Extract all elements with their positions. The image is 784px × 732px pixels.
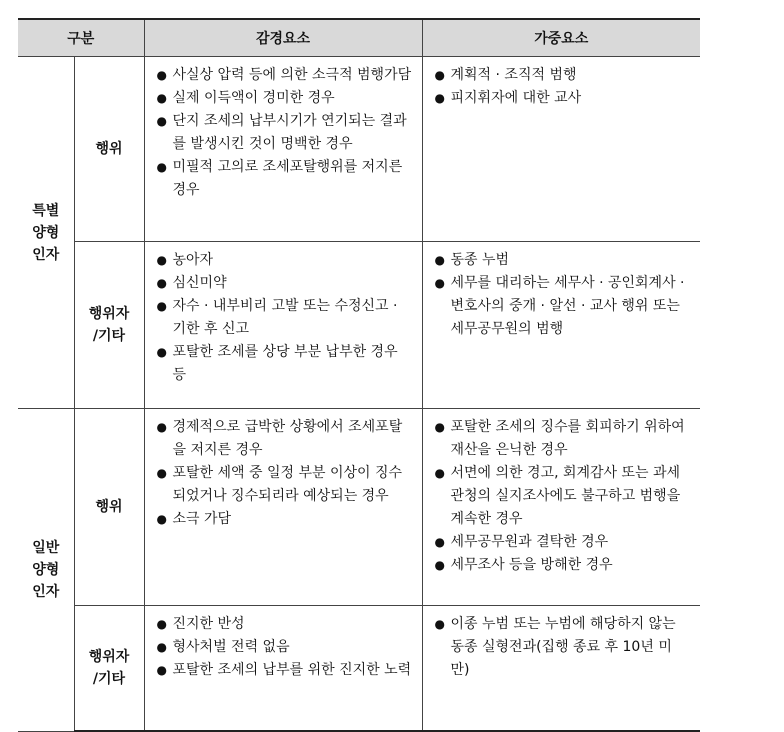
- label-line: /기타: [92, 671, 126, 687]
- bullet-icon: ●: [156, 466, 167, 480]
- list-item-text: 자수 · 내부비리 고발 또는 수정신고 · 기한 후 신고: [172, 298, 398, 337]
- list-item-text: 단지 조세의 납부시기가 연기되는 결과를 발생시킨 것이 명백한 경우: [172, 113, 407, 152]
- list-item-text: 세무공무원과 결탁한 경우: [450, 534, 609, 550]
- list-item: [157, 272, 412, 295]
- table-row: [18, 409, 700, 606]
- list-item-text: 사실상 압력 등에 의한 소극적 범행가담: [172, 67, 412, 83]
- mitigating-cell: [144, 606, 422, 732]
- list-item: [435, 64, 691, 87]
- mitigating-cell: [144, 409, 422, 606]
- bullet-icon: ●: [156, 276, 167, 290]
- mitigating-cell: [144, 57, 422, 242]
- bullet-icon: ●: [156, 663, 167, 677]
- table-row: [18, 57, 700, 242]
- list-item: [435, 613, 691, 682]
- aggravating-cell: [422, 606, 700, 732]
- header-category: 구분: [18, 19, 144, 57]
- label-line: 일반: [32, 539, 60, 556]
- list-item: [157, 64, 412, 87]
- list-item: [157, 659, 412, 682]
- list-item-text: 피지휘자에 대한 교사: [450, 90, 582, 106]
- bullet-icon: ●: [434, 535, 445, 549]
- factor-list: [157, 64, 412, 202]
- list-item: [157, 416, 412, 462]
- factor-list: [435, 249, 691, 341]
- list-item-text: 동종 누범: [450, 252, 510, 268]
- bullet-icon: ●: [156, 640, 167, 654]
- list-item: [157, 249, 412, 272]
- bullet-icon: ●: [434, 68, 445, 82]
- label-line: 행위: [95, 499, 123, 515]
- factor-list: [435, 64, 691, 110]
- list-item: [157, 462, 412, 508]
- list-item-text: 실제 이득액이 경미한 경우: [172, 90, 335, 106]
- label-line: 특별: [32, 202, 60, 219]
- label-line: 인자: [32, 583, 60, 600]
- factor-list: [435, 416, 691, 577]
- factor-list: [157, 613, 412, 682]
- list-item-text: 미필적 고의로 조세포탈행위를 저지른 경우: [172, 159, 403, 198]
- list-item: [435, 87, 691, 110]
- bullet-icon: ●: [434, 466, 445, 480]
- sub-label: [74, 606, 144, 732]
- list-item-text: 세무를 대리하는 세무사 · 공인회계사 · 변호사의 중개 · 알선 · 교사 행위 또는 세무공무원의 범행: [450, 275, 685, 337]
- list-item: [157, 87, 412, 110]
- sub-label: [74, 409, 144, 606]
- list-item: [435, 249, 691, 272]
- sub-label: [74, 242, 144, 409]
- list-item: [157, 295, 412, 341]
- bullet-icon: ●: [434, 91, 445, 105]
- list-item-text: 포탈한 조세의 징수를 회피하기 위하여 재산을 은닉한 경우: [450, 419, 685, 458]
- list-item: [157, 508, 412, 531]
- bullet-icon: ●: [156, 68, 167, 82]
- bullet-icon: ●: [434, 420, 445, 434]
- table-row: [18, 606, 700, 732]
- header-row: [18, 19, 700, 57]
- list-item: [157, 613, 412, 636]
- bullet-icon: ●: [156, 114, 167, 128]
- sentencing-factors-table: [18, 18, 700, 732]
- factor-list: [157, 416, 412, 531]
- list-item: [435, 272, 691, 341]
- bullet-icon: ●: [156, 617, 167, 631]
- list-item-text: 이종 누범 또는 누범에 해당하지 않는 동종 실형전과(집행 종료 후 10년 미만): [450, 616, 676, 678]
- list-item-text: 계획적 · 조직적 범행: [450, 67, 577, 83]
- list-item: [435, 531, 691, 554]
- label-line: /기타: [92, 328, 126, 344]
- bullet-icon: ●: [434, 276, 445, 290]
- list-item-text: 형사처벌 전력 없음: [172, 639, 290, 655]
- bullet-icon: ●: [156, 420, 167, 434]
- bullet-icon: ●: [156, 512, 167, 526]
- list-item-text: 포탈한 세액 중 일정 부분 이상이 징수되었거나 징수되리라 예상되는 경우: [172, 465, 403, 504]
- list-item: [157, 156, 412, 202]
- group-label-special: [18, 57, 74, 409]
- list-item-text: 포탈한 조세를 상당 부분 납부한 경우 등: [172, 344, 398, 383]
- table-row: [18, 242, 700, 409]
- aggravating-cell: [422, 242, 700, 409]
- aggravating-cell: [422, 57, 700, 242]
- list-item: [157, 110, 412, 156]
- list-item-text: 진지한 반성: [172, 616, 245, 632]
- bullet-icon: ●: [434, 617, 445, 631]
- list-item-text: 심신미약: [172, 275, 227, 291]
- label-line: 양형: [32, 561, 60, 578]
- label-line: 행위: [95, 141, 123, 157]
- bullet-icon: ●: [156, 160, 167, 174]
- factor-list: [157, 249, 412, 387]
- list-item-text: 농아자: [172, 252, 214, 268]
- bullet-icon: ●: [434, 253, 445, 267]
- list-item: [435, 462, 691, 531]
- label-line: 양형: [32, 224, 60, 241]
- list-item: [435, 416, 691, 462]
- list-item-text: 포탈한 조세의 납부를 위한 진지한 노력: [172, 662, 412, 678]
- bullet-icon: ●: [434, 558, 445, 572]
- list-item: [435, 554, 691, 577]
- list-item-text: 경제적으로 급박한 상황에서 조세포탈을 저지른 경우: [172, 419, 403, 458]
- list-item-text: 서면에 의한 경고, 회계감사 또는 과세관청의 실지조사에도 불구하고 범행을 계속한 경우: [450, 465, 681, 527]
- label-line: 인자: [32, 246, 60, 263]
- group-label-general: [18, 409, 74, 732]
- aggravating-cell: [422, 409, 700, 606]
- header-aggravating: 가중요소: [422, 19, 700, 57]
- label-line: 행위자: [88, 306, 130, 322]
- mitigating-cell: [144, 242, 422, 409]
- bullet-icon: ●: [156, 91, 167, 105]
- label-line: 행위자: [88, 649, 130, 665]
- header-mitigating: 감경요소: [144, 19, 422, 57]
- bullet-icon: ●: [156, 253, 167, 267]
- list-item-text: 소극 가담: [172, 511, 232, 527]
- list-item: [157, 636, 412, 659]
- bullet-icon: ●: [156, 299, 167, 313]
- bullet-icon: ●: [156, 345, 167, 359]
- sentencing-factors-table-wrapper: [18, 18, 700, 732]
- sub-label: [74, 57, 144, 242]
- list-item: [157, 341, 412, 387]
- list-item-text: 세무조사 등을 방해한 경우: [450, 557, 613, 573]
- factor-list: [435, 613, 691, 682]
